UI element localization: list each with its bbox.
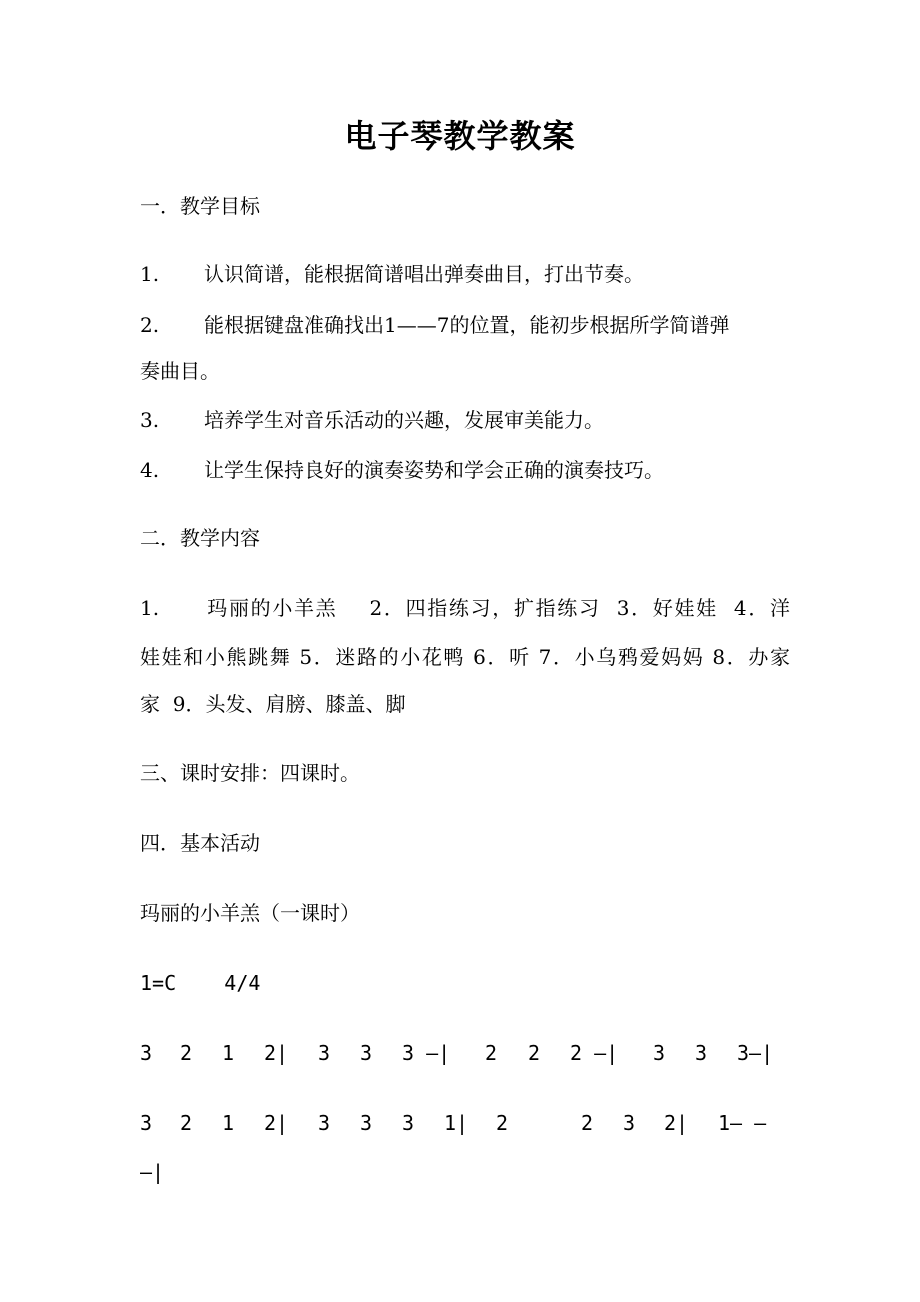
document-title: 电子琴教学教案 bbox=[344, 117, 576, 155]
content-line: 1. 玛丽的小羊羔 2．四指练习，扩指练习 3．好娃娃 4．洋 bbox=[140, 596, 790, 620]
goal-text: 能根据键盘准确找出1——7的位置，能初步根据所学简谱弹 bbox=[204, 313, 730, 337]
score-note: 2 bbox=[180, 1041, 193, 1065]
score-note: 2 bbox=[496, 1111, 509, 1135]
content-line: 家 9．头发、肩膀、膝盖、脚 bbox=[140, 692, 406, 716]
score-line-1 bbox=[140, 1041, 800, 1065]
goal-number: 4. bbox=[140, 458, 160, 482]
score-note: 3 bbox=[140, 1111, 153, 1135]
score-note: 2 bbox=[180, 1111, 193, 1135]
song-title: 玛丽的小羊羔（一课时） bbox=[140, 901, 360, 925]
score-note: 3 bbox=[695, 1041, 708, 1065]
goal-number: 1. bbox=[140, 262, 160, 286]
score-note: 3 bbox=[360, 1041, 373, 1065]
section-heading-schedule: 三、课时安排：四课时。 bbox=[140, 761, 360, 785]
score-note: 3 bbox=[402, 1111, 415, 1135]
goal-text: 让学生保持良好的演奏姿势和学会正确的演奏技巧。 bbox=[204, 458, 664, 482]
score-note: 2 bbox=[528, 1041, 541, 1065]
score-note: 2 bbox=[485, 1041, 498, 1065]
score-note: 2| bbox=[664, 1111, 689, 1135]
score-note: 3 —| bbox=[402, 1041, 451, 1065]
score-note: 2| bbox=[264, 1111, 289, 1135]
content-line: 娃娃和小熊跳舞 5．迷路的小花鸭 6．听 7．小乌鸦爱妈妈 8．办家 bbox=[140, 645, 790, 669]
score-line-2 bbox=[140, 1111, 800, 1135]
score-note: 2 —| bbox=[570, 1041, 619, 1065]
section-heading-activities: 四．基本活动 bbox=[140, 831, 260, 855]
score-note: 1— — bbox=[718, 1111, 767, 1135]
score-note: 3 bbox=[318, 1041, 331, 1065]
score-note: 2| bbox=[264, 1041, 289, 1065]
score-note: —| bbox=[140, 1160, 165, 1184]
goal-text: 认识简谱，能根据简谱唱出弹奏曲目，打出节奏。 bbox=[204, 262, 644, 286]
score-note: 2 bbox=[581, 1111, 594, 1135]
section-heading-goals: 一．教学目标 bbox=[140, 194, 260, 218]
score-note: 1 bbox=[222, 1041, 235, 1065]
section-heading-content: 二．教学内容 bbox=[140, 526, 260, 550]
score-note: 3—| bbox=[737, 1041, 774, 1065]
goal-number: 2. bbox=[140, 313, 160, 337]
goal-item bbox=[140, 458, 790, 482]
key-time-signature: 1=C 4/4 bbox=[140, 971, 261, 995]
score-note: 1 bbox=[222, 1111, 235, 1135]
goal-item bbox=[140, 313, 790, 337]
score-note: 3 bbox=[653, 1041, 666, 1065]
score-line-3 bbox=[140, 1160, 800, 1184]
goal-item bbox=[140, 262, 790, 286]
score-note: 3 bbox=[318, 1111, 331, 1135]
goal-number: 3. bbox=[140, 408, 160, 432]
goal-item bbox=[140, 408, 790, 432]
score-note: 3 bbox=[360, 1111, 373, 1135]
score-note: 3 bbox=[140, 1041, 153, 1065]
score-note: 1| bbox=[444, 1111, 469, 1135]
goal-text: 培养学生对音乐活动的兴趣，发展审美能力。 bbox=[204, 408, 604, 432]
score-note: 3 bbox=[623, 1111, 636, 1135]
goal-text-continued: 奏曲目。 bbox=[140, 359, 220, 383]
